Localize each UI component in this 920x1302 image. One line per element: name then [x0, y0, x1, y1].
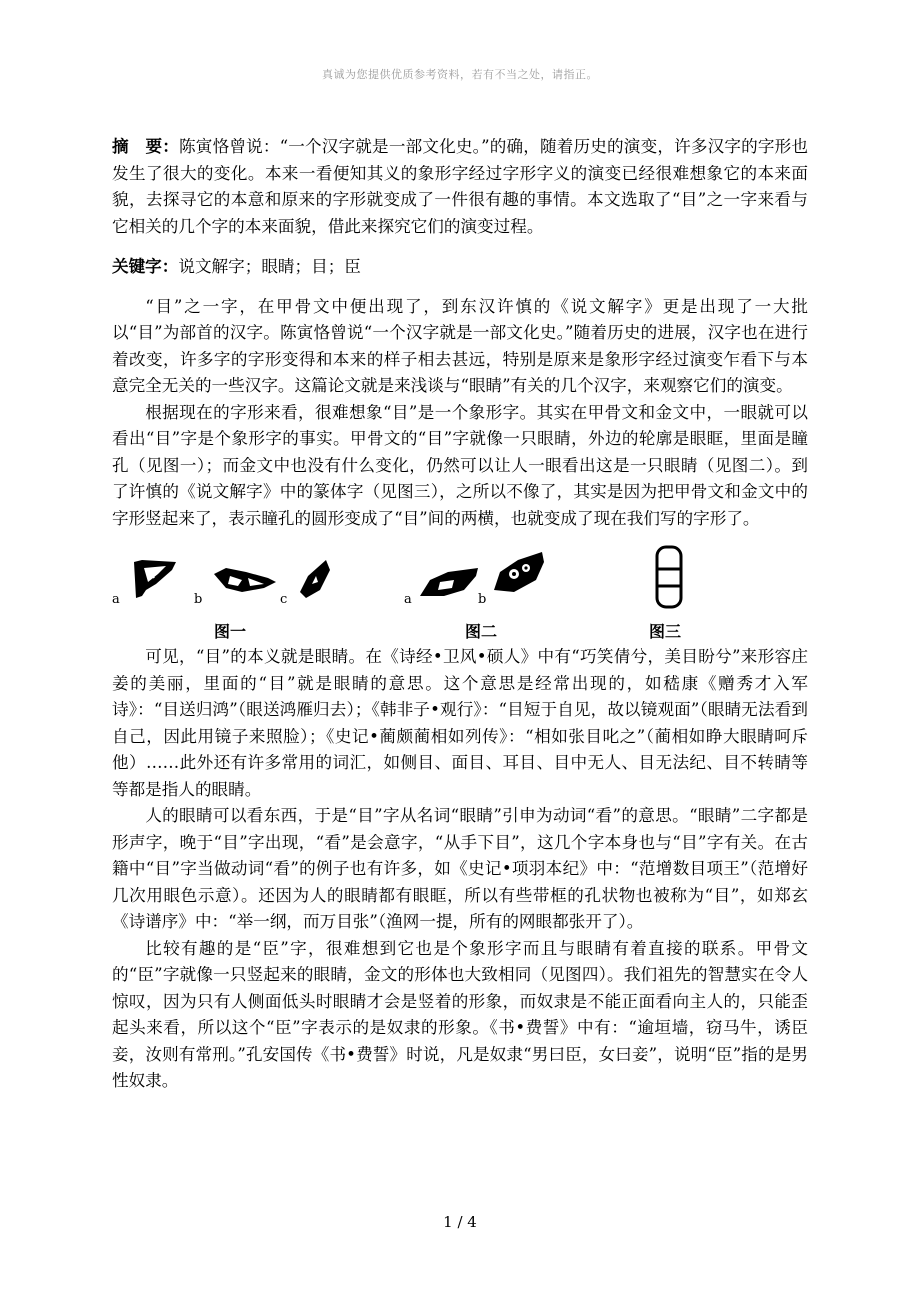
keywords-label: 关键字： — [112, 256, 179, 276]
oracle-eye-glyph-c — [298, 558, 332, 600]
fig2-caption: 图二 — [465, 622, 498, 641]
paragraph-3: 可见，“目”的本义就是眼睛。在《诗经•卫风•硕人》中有“巧笑倩兮，美目盼兮”来形容庄姜的美丽，里面的“目”就是眼睛的意思。这个意思是经常出现的，如嵇康《赠秀才入军诗》：“目送归鸿”（眼送鸿雁归去）；《韩非子•观行》：“目短于自见，故以镜观面”（眼睛无法看到自己，因此用镜子来照脸）；《史记•蔺颇蔺相如列传》：“相如张目叱之”（蔺相如睁大眼睛呵斥他）……此外还有许多常用的词汇，如侧目、面目、耳目、目中无人、目无法纪、目不转睛等等都是指人的眼睛。 — [112, 647, 808, 799]
fig1-letter-b: b — [194, 592, 203, 607]
abstract-text: 陈寅恪曾说：“一个汉字就是一部文化史。”的确，随着历史的演变，许多汉字的字形也发生了很大的变化。本来一看便知其义的象形字经过字形字义的演变已经很难想象它的本来面貌，去探寻它的本意和原来的字形就变成了一件很有趣的事情。本文选取了“目”之一字来看与它相关的几个字的本来面貌，借此来探究它们的演变过程。 — [112, 137, 808, 236]
oracle-eye-glyph-a — [128, 556, 184, 600]
paragraph-4: 人的眼睛可以看东西，于是“目”字从名词“眼睛”引申为动词“看”的意思。“眼睛”二字都是形声字，晚于“目”字出现，“看”是会意字，“从手下目”，这几个字本身也与“目”字有关。在古籍中“目”字当做动词“看”的例子也有许多，如《史记•项羽本纪》中：“范增数目项王”（范增好几次用眼色示意）。还因为人的眼睛都有眼眶，所以有些带框的孔状物也被称为“目”，如郑玄《诗谱序》中：“举一纲，而万目张”（渔网一提，所有的网眼都张开了）。 — [112, 806, 808, 931]
abstract — [112, 133, 808, 240]
fig2-letter-a: a — [404, 592, 412, 607]
oracle-eye-glyph-b — [212, 566, 278, 596]
paragraph-5: 比较有趣的是“臣”字，很难想到它也是个象形字而且与眼睛有着直接的联系。甲骨文的“臣”字就像一只竖起来的眼睛，金文的形体也大致相同（见图四）。我们祖先的智慧实在令人惊叹，因为只有人侧面低头时眼睛才会是竖着的形象，而奴隶是不能正面看向主人的，只能歪起头来看，所以这个“臣”字表示的是奴隶的形象。《书•费誓》中有：“逾垣墙，窃马牛，诱臣妾，汝则有常刑。”孔安国传《书•费誓》时说，凡是奴隶“男曰臣，女曰妾”，说明“臣”指的是男性奴隶。 — [112, 938, 808, 1090]
document-body — [112, 133, 808, 1095]
bronze-eye-glyph-a — [418, 566, 484, 600]
page-header: 真诚为您提供优质参考资料，若有不当之处，请指正。 — [322, 68, 598, 81]
keywords-text: 说文解字；眼睛；目；臣 — [178, 257, 361, 276]
paragraph-2: 根据现在的字形来看，很难想象“目”是一个象形字。其实在甲骨文和金文中，一眼就可以看出“目”字是个象形字的事实。甲骨文的“目”字就像一只眼睛，外边的轮廓是眼眶，里面是瞳孔（见图一）；而金文中也没有什么变化，仍然可以让人一眼看出这是一只眼睛（见图二）。到了许慎的《说文解字》中的篆体字（见图三），之所以不像了，其实是因为把甲骨文和金文中的字形竖起来了，表示瞳孔的圆形变成了“目”间的两横，也就变成了现在我们写的字形了。 — [112, 402, 808, 528]
fig3-caption: 图三 — [649, 622, 682, 641]
page-number: 1 / 4 — [443, 1213, 477, 1231]
bronze-eye-glyph-b — [490, 550, 546, 596]
figure-row — [112, 544, 808, 644]
abstract-label: 摘 要： — [112, 136, 180, 156]
paragraph-1: “目”之一字，在甲骨文中便出现了，到东汉许慎的《说文解字》更是出现了一大批以“目”为部首的汉字。陈寅恪曾说“一个汉字就是一部文化史。”随着历史的进展，汉字也在进行着改变，许多字的字形变得和本来的样子相去甚远，特别是原来是象形字经过演变乍看下与本意完全无关的一些汉字。这篇论文就是来浅谈与“眼睛”有关的几个汉字，来观察它们的演变。 — [112, 296, 808, 395]
fig1-letter-a: a — [112, 592, 120, 607]
fig2-letter-b: b — [478, 592, 487, 607]
fig1-letter-c: c — [280, 592, 288, 607]
seal-script-glyph — [654, 544, 684, 610]
keywords — [112, 253, 808, 281]
fig1-caption: 图一 — [214, 622, 247, 641]
